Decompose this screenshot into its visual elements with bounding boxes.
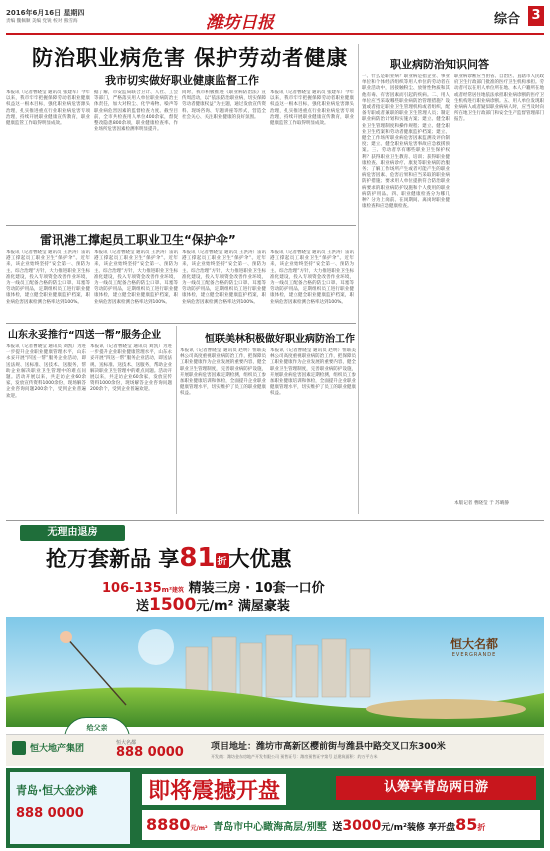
article4-col2: 本报讯（记者曹晓莹 通讯员 赵明）恒联美林公司高度重视职业病防治工作，把保障员工职业健康作为企业发展的重要内容，健全职业卫生管理制度，完善职业病防护设施，开展职业病危害因素定期检测，组织员工参加职业健康培训和体检，全面提升企业职业健康管理水平，切实维护了员工的职业健康权益。 bbox=[270, 348, 356, 397]
main-subhead: 我市切实做好职业健康监督工作 bbox=[105, 74, 259, 87]
page-number: 3 bbox=[528, 6, 544, 26]
knowledge-title: 职业病防治知识问答 bbox=[390, 58, 489, 71]
article4-col1: 本报讯（记者曹晓莹 通讯员 赵明）恒联美林公司高度重视职业病防治工作，把保障员工职业健康作为企业发展的重要内容，健全职业卫生管理制度，完善职业病防护设施，开展职业病危害因素定期检测，组织员工参加职业健康培训和体检，全面提升企业职业健康管理水平，切实维护了员工的职业健康权益。 bbox=[180, 348, 266, 397]
qingdao-price-strip: 8880元/m² 青岛市中心瞰海高层/别墅 送3000元/m²装修 享开盘85折 bbox=[142, 810, 540, 840]
main-body-col2: 据了解，市安监局联合卫计、人社、工会等部门，严格落实用人单位职业病防治主体责任，加大对粉尘、化学毒物、噪声等职业病危害因素的监督检查力度。截至目前，全市共检查用人单位400余家，督促整改隐患800余项，职业健康检查率、作业场所危害因素检测率明显提升。 bbox=[94, 90, 178, 133]
hotline-label: 恒大名都 bbox=[116, 740, 137, 746]
fathers-day-bubble: 给父亲 bbox=[64, 717, 130, 761]
main-headline: 防治职业病危害 保护劳动者健康 bbox=[32, 45, 349, 70]
article3-col1: 本报讯（记者曹晓莹 通讯员 刘凯）为进一步提升企业职业健康管理水平，山东永妥开展“四送一帮”服务企业活动，即送法规、送标准、送技术、送服务，帮助企业解决职业卫生管理中的难点问题。活动开展以来，共走访企业60余家，发放宣传资料1000余份，现场解答企业咨询问题200余个，受到企业普遍欢迎。 bbox=[6, 344, 86, 399]
main-body-col3: 同时，我市积极推进《职业病防治法》宣传周活动，以“依法防治职业病，切实保障劳动者健康权益”为主题，通过发放宣传资料、现场咨询、专题讲座等形式，营造全社会关心、关注职业健康的良好氛围。 bbox=[182, 90, 266, 120]
qingdao-tag: 认筹享青岛两日游 bbox=[336, 776, 536, 800]
article2-col2: 本报讯（记者曹晓莹 通讯员 王洪涛）雷讯港工撑起员工职业卫生“保护伞”。近年来，该企业始终坚持“安全第一、预防为主、综合治理”方针，大力推进职业卫生标准化建设，投入专项资金改善作业环境，为一线员工配备合格的防尘口罩、耳塞等劳动防护用品，定期组织员工进行职业健康体检，建立健全职业健康监护档案，职业病危害因素检测合格率达到100%。 bbox=[94, 250, 178, 305]
knowledge-col1: 一、什么是职业病？职业病是指企业、事业单位和个体经济组织等用人单位的劳动者在职业活动中，因接触粉尘、放射性物质和其他有毒、有害因素而引起的疾病。二、用人单位应当采取哪些职业病防治管理措施？设置或者指定职业卫生管理机构或者组织，配备专职或者兼职的职业卫生管理人员；制定职业病防治计划和实施方案；建立、健全职业卫生管理制度和操作规程；建立、健全职业卫生档案和劳动者健康监护档案；建立、健全工作场所职业病危害因素监测及评价制度；建立、健全职业病危害事故应急救援预案。三、劳动者享有哪些职业卫生保护权利？获得职业卫生教育、培训；获得职业健康检查、职业病诊疗、康复等职业病防治服务；了解工作场所产生或者可能产生的职业病危害因素、危害后果和应当采取的职业病防护措施；要求用人单位提供符合防治职业病要求的职业病防护设施和个人使用的职业病防护用品。四、职业健康检查分为哪几种？分为上岗前、在岗期间、离岗时职业健康检查和应急健康检查。 bbox=[362, 74, 450, 210]
issue-date: 2016年6月16日 星期四 bbox=[6, 9, 85, 17]
ad-footer bbox=[6, 734, 544, 766]
qingdao-brand-panel bbox=[10, 772, 130, 844]
section-rule bbox=[6, 323, 356, 324]
section-rule bbox=[6, 225, 356, 226]
qingdao-brand: 青岛·恒大金沙滩 bbox=[16, 784, 98, 797]
main-body-col1: 本报讯（记者曹晓莹 通讯员 张建军）今年以来，我市牢牢把握保障劳动者职业健康权益这一根本目标，强化职业病危害源头治理，扎实推进重点行业职业病危害专项治理，持续开展职业健康宣传教育，职业健康监管工作取得明显成效。 bbox=[6, 90, 90, 127]
ad-banner: 无理由退房 bbox=[20, 525, 125, 541]
article2-title: 雷讯港工撑起员工职业卫生“保护伞” bbox=[40, 233, 236, 247]
ad-headline: 抢万套新品 享81 折大优惠 bbox=[46, 543, 292, 573]
article3-col2: 本报讯（记者曹晓莹 通讯员 刘凯）为进一步提升企业职业健康管理水平，山东永妥开展“四送一帮”服务企业活动，即送法规、送标准、送技术、送服务，帮助企业解决职业卫生管理中的难点问题。活动开展以来，共走访企业60余家，发放宣传资料1000余份，现场解答企业咨询问题200余个，受到企业普遍欢迎。 bbox=[90, 344, 172, 393]
article3-title: 山东永妥推行“四送一帮”服务企业 bbox=[8, 330, 162, 341]
masthead bbox=[6, 6, 544, 32]
page-credits: 本版记者 曹晓莹 于 苏晴静 bbox=[454, 501, 509, 506]
qingdao-ad[interactable] bbox=[6, 768, 544, 848]
article2-col1: 本报讯（记者曹晓莹 通讯员 王洪涛）雷讯港工撑起员工职业卫生“保护伞”。近年来，该企业始终坚持“安全第一、预防为主、综合治理”方针，大力推进职业卫生标准化建设，投入专项资金改善作业环境，为一线员工配备合格的防尘口罩、耳塞等劳动防护用品，定期组织员工进行职业健康体检，建立健全职业健康监护档案，职业病危害因素检测合格率达到100%。 bbox=[6, 250, 90, 305]
masthead-rule bbox=[6, 33, 544, 35]
knowledge-col2: 职业病诊断应当由省、自治区、直辖市人民政府卫生行政部门批准的医疗卫生机构承担。劳动者可以在用人单位所在地、本人户籍所在地或者经常居住地依法承担职业病诊断的医疗卫生机构进行职业病诊断。五、用人单位发现职业病病人或者疑似职业病病人时，应当及时向所在地卫生行政部门和安全生产监督管理部门报告。 bbox=[454, 74, 544, 123]
company-name: 恒大地产集团 bbox=[30, 744, 85, 754]
project-address: 项目地址：潍坊市高新区樱前街与潍县中路交叉口东300米 bbox=[211, 742, 446, 752]
ad-gift-line: 送1500元/m² 满屋豪装 bbox=[136, 595, 290, 615]
company-logo-icon bbox=[12, 741, 26, 755]
qingdao-phone[interactable]: 888 0000 bbox=[16, 806, 84, 821]
brand-block bbox=[444, 635, 504, 675]
column-divider bbox=[176, 326, 177, 514]
brand-name: 恒大名都 bbox=[449, 637, 498, 651]
evergrande-ad[interactable] bbox=[6, 520, 544, 765]
brand-sub: EVERGRANDE bbox=[451, 652, 497, 658]
article2-col3: 本报讯（记者曹晓莹 通讯员 王洪涛）雷讯港工撑起员工职业卫生“保护伞”。近年来，该企业始终坚持“安全第一、预防为主、综合治理”方针，大力推进职业卫生标准化建设，投入专项资金改善作业环境，为一线员工配备合格的防尘口罩、耳塞等劳动防护用品，定期组织员工进行职业健康体检，建立健全职业健康监护档案，职业病危害因素检测合格率达到100%。 bbox=[182, 250, 266, 305]
article4-title: 恒联美林积极做好职业病防治工作 bbox=[205, 334, 355, 345]
section-name: 综合 bbox=[494, 12, 521, 27]
ad-area-line: 106-135m²建筑 精装三房 · 10套一口价 bbox=[102, 581, 325, 596]
qingdao-headline: 即将震撼开盘 bbox=[142, 774, 286, 805]
hotline-number[interactable]: 888 0000 bbox=[116, 745, 184, 760]
project-details: 开发商：潍坊金东房地产开发有限公司 预售证号：潍房预售证字第号 总建筑面积：约万平方米 bbox=[211, 754, 378, 759]
editor-credits: 责编 魏佩顺 美编 党锐 校对 熊雪海 bbox=[6, 19, 78, 24]
article2-col4: 本报讯（记者曹晓莹 通讯员 王洪涛）雷讯港工撑起员工职业卫生“保护伞”。近年来，该企业始终坚持“安全第一、预防为主、综合治理”方针，大力推进职业卫生标准化建设，投入专项资金改善作业环境，为一线员工配备合格的防尘口罩、耳塞等劳动防护用品，定期组织员工进行职业健康体检，建立健全职业健康监护档案，职业病危害因素检测合格率达到100%。 bbox=[270, 250, 354, 305]
column-divider bbox=[358, 44, 359, 514]
main-body-col4: 本报讯（记者曹晓莹 通讯员 张建军）今年以来，我市牢牢把握保障劳动者职业健康权益这一根本目标，强化职业病危害源头治理，扎实推进重点行业职业病危害专项治理，持续开展职业健康宣传教育，职业健康监管工作取得明显成效。 bbox=[270, 90, 354, 127]
newspaper-logo: 潍坊日报 bbox=[206, 13, 274, 33]
